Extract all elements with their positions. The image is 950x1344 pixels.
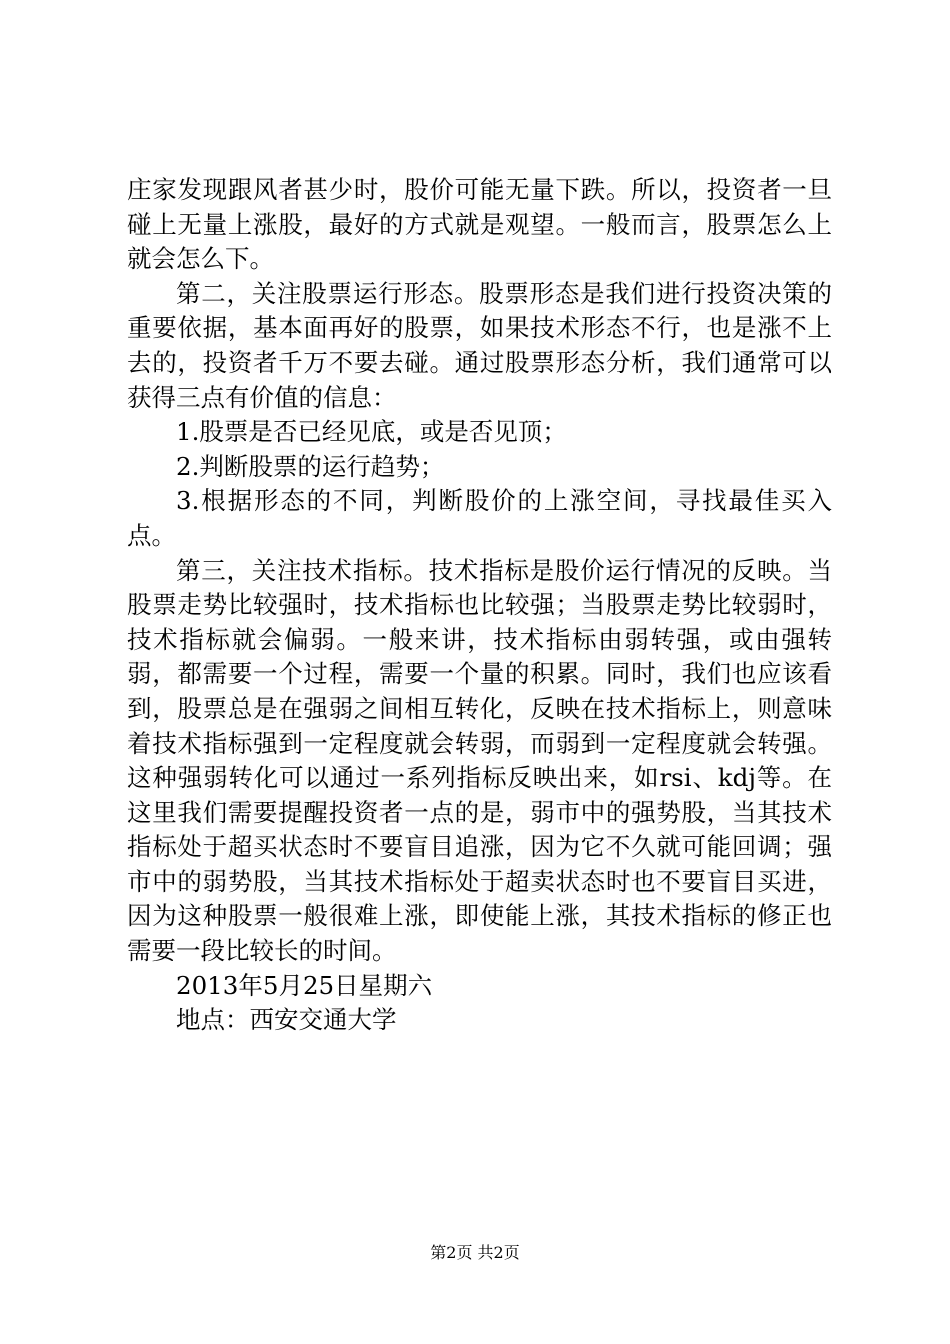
document-body <box>127 173 832 1038</box>
list-item-3: 3.根据形态的不同，判断股价的上涨空间，寻找最佳买入点。 <box>127 486 832 550</box>
paragraph-continuation: 庄家发现跟风者甚少时，股价可能无量下跌。所以，投资者一旦碰上无量上涨股，最好的方式就是观望。一般而言，股票怎么上就会怎么下。 <box>127 175 832 274</box>
paragraph-third-point: 第三，关注技术指标。技术指标是股价运行情况的反映。当股票走势比较强时，技术指标也比较强；当股票走势比较弱时，技术指标就会偏弱。一般来讲，技术指标由弱转强，或由强转弱，都需要一个过程，需要一个量的积累。同时，我们也应该看到，股票总是在强弱之间相互转化，反映在技术指标上，则意味着技术指标强到一定程度就会转弱，而弱到一定程度就会转强。这种强弱转化可以通过一系列指标反映出来，如rsi、kdj等。在这里我们需要提醒投资者一点的是，弱市中的强势股，当其技术指标处于超买状态时不要盲目追涨，因为它不久就可能回调；强市中的弱势股，当其技术指标处于超卖状态时也不要盲目买进，因为这种股票一般很难上涨，即使能上涨，其技术指标的修正也需要一段比较长的时间。 <box>127 555 832 966</box>
page-footer: 第2页 共2页 <box>430 1243 520 1262</box>
list-item-1: 1.股票是否已经见底，或是否见顶； <box>176 417 567 447</box>
list-item-2: 2.判断股票的运行趋势； <box>176 451 445 481</box>
location-line: 地点：西安交通大学 <box>176 1005 397 1035</box>
paragraph-second-point: 第二，关注股票运行形态。股票形态是我们进行投资决策的重要依据，基本面再好的股票，如果技术形态不行，也是涨不上去的，投资者千万不要去碰。通过股票形态分析，我们通常可以获得三点有价值的信息： <box>127 278 832 412</box>
date-line: 2013年5月25日星期六 <box>176 970 433 1000</box>
